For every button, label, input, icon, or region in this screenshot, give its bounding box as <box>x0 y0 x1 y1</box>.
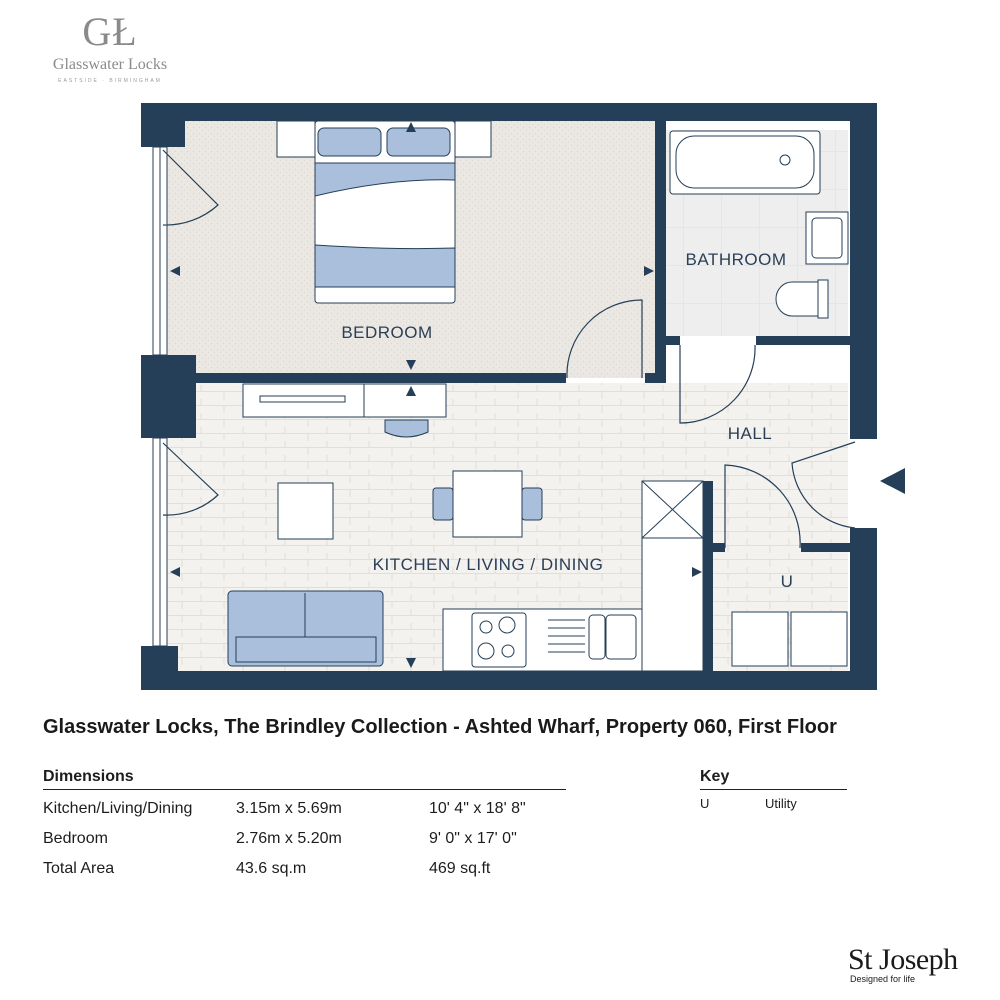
dimension-room: Bedroom <box>43 830 108 847</box>
logo-subtitle: EASTSIDE · BIRMINGHAM <box>58 78 162 84</box>
desk-chair <box>385 420 428 437</box>
dimension-imperial: 9' 0" x 17' 0" <box>429 830 517 847</box>
dimension-metric: 43.6 sq.m <box>236 860 307 877</box>
key-heading: Key <box>700 768 847 790</box>
property-title: Glasswater Locks, The Brindley Collection - Ashted Wharf, Property 060, First Floor <box>43 716 837 738</box>
dimension-metric: 3.15m x 5.69m <box>236 800 342 817</box>
duvet-bottom <box>315 245 455 287</box>
dimension-row <box>43 820 566 850</box>
sink <box>589 615 605 659</box>
entrance-arrow <box>880 468 905 494</box>
dimensions-table <box>43 768 566 880</box>
corner-block-bottom-left <box>141 646 178 690</box>
hob <box>472 613 526 667</box>
room-label-hall: HALL <box>727 424 773 443</box>
dimension-row <box>43 850 566 880</box>
room-label-bathroom: BATHROOM <box>685 250 787 269</box>
room-label-utility: U <box>780 572 794 591</box>
dimensions-heading: Dimensions <box>43 768 566 790</box>
key-row <box>700 790 847 814</box>
logo-name: Glasswater Locks <box>52 56 168 73</box>
brand-name: St Joseph <box>848 943 958 976</box>
room-label-kitchen: KITCHEN / LIVING / DINING <box>372 555 604 574</box>
outer-wall-bottom <box>141 671 877 690</box>
dining-chair-right <box>522 488 542 520</box>
pillow-left <box>318 128 381 156</box>
bedroom-bathroom-wall <box>655 121 666 383</box>
bedroom-wall-bottom <box>196 373 566 383</box>
dimension-imperial: 10' 4" x 18' 8" <box>429 800 526 817</box>
dimension-imperial: 469 sq.ft <box>429 860 491 877</box>
dimension-row <box>43 790 566 820</box>
utility-cupboard-right <box>791 612 847 666</box>
bedside-table-left <box>277 121 315 157</box>
outer-wall-right-upper <box>850 103 877 439</box>
corner-block-top-left <box>141 103 185 147</box>
key-label: Utility <box>765 796 797 811</box>
room-label-bedroom: BEDROOM <box>341 323 433 342</box>
bathroom-wall-bottom-left <box>666 336 680 345</box>
wall-left-middle <box>141 355 196 438</box>
brand-tagline: Designed for life <box>850 974 916 984</box>
outer-wall-top <box>141 103 877 121</box>
brand-logo <box>848 944 958 984</box>
dimension-room: Total Area <box>43 860 115 877</box>
dining-chair-left <box>433 488 453 520</box>
utility-wall-top <box>713 543 725 552</box>
pillow-right <box>387 128 450 156</box>
key-code: U <box>700 796 710 811</box>
logo-monogram: GŁ <box>82 9 138 54</box>
bedside-table-right <box>455 121 491 157</box>
bathroom-wall-bottom-right <box>756 336 850 345</box>
utility-cupboard-left <box>732 612 788 666</box>
outer-wall-right-lower <box>850 528 877 690</box>
dining-table <box>453 471 522 537</box>
desk <box>364 384 446 417</box>
coffee-table <box>278 483 333 539</box>
dimension-room: Kitchen/Living/Dining <box>43 800 193 817</box>
toilet <box>776 282 818 316</box>
key-table <box>700 768 847 814</box>
dimension-metric: 2.76m x 5.20m <box>236 830 342 847</box>
utility-wall-vertical <box>703 481 713 671</box>
utility-wall-top-right <box>801 543 850 552</box>
